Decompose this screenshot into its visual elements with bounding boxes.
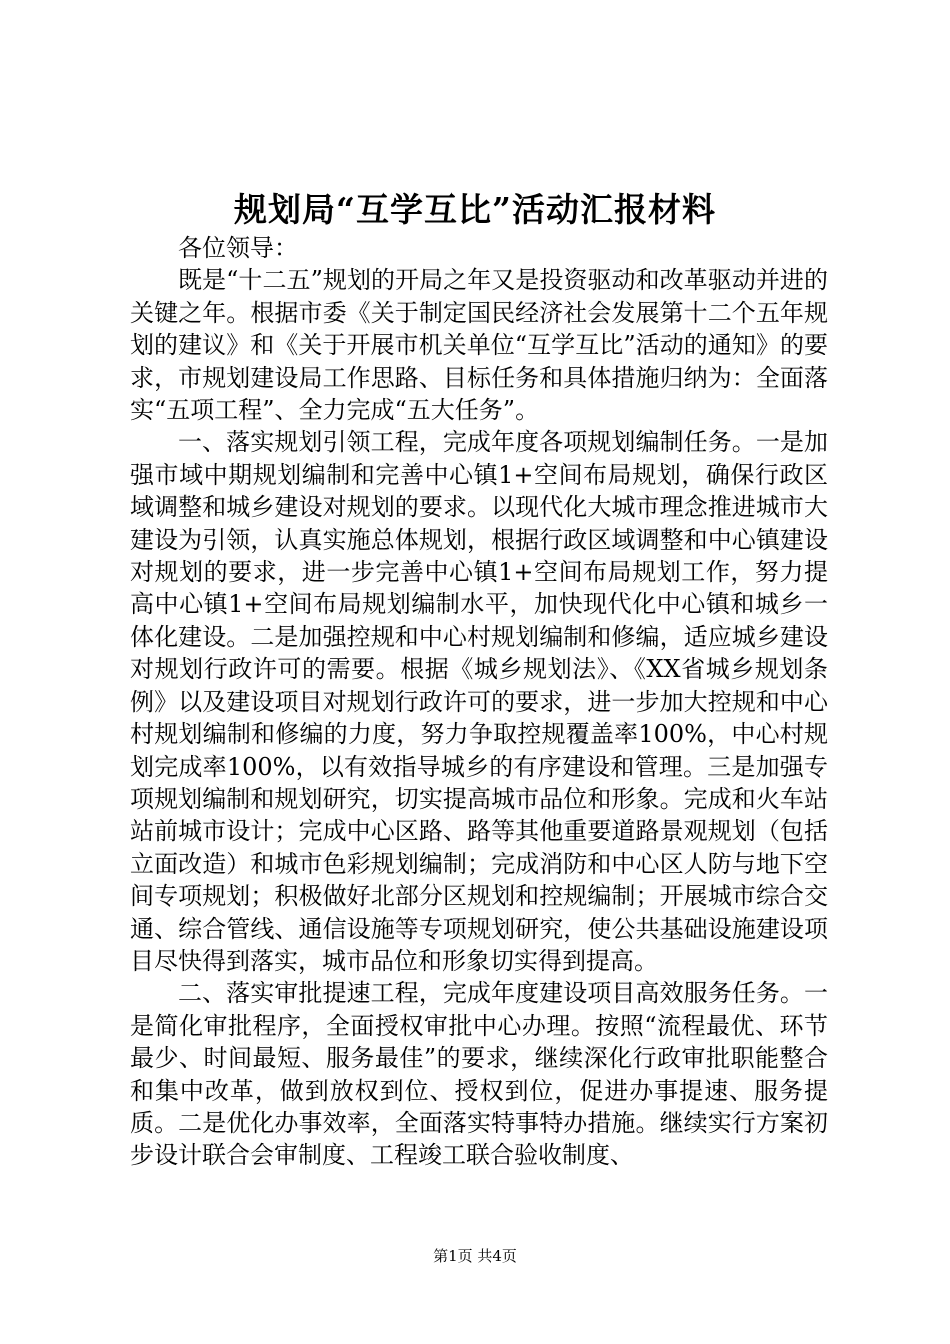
document-title: 规划局“互学互比”活动汇报材料 [234,190,716,229]
paragraph-section-2: 二、落实审批提速工程，完成年度建设项目高效服务任务。一是简化审批程序，全面授权审批中心办理。按照“流程最优、环节最少、时间最短、服务最佳”的要求，继续深化行政审批职能整合和集中改革，做到放权到位、授权到位，促进办事提速、服务提质。二是优化办事效率，全面落实特事特办措施。继续实行方案初步设计联合会审制度、工程竣工联合验收制度、 [130,979,828,1170]
paragraph-intro: 既是“十二五”规划的开局之年又是投资驱动和改革驱动并进的关键之年。根据市委《关于制定国民经济社会发展第十二个五年规划的建议》和《关于开展市机关单位“互学互比”活动的通知》的要求，市规划建设局工作思路、目标任务和具体措施归纳为：全面落实“五项工程”、全力完成“五大任务”。 [130,266,828,425]
page-footer: 第1页 共4页 [433,1247,517,1265]
document-body [130,232,828,1172]
paragraph-section-1: 一、落实规划引领工程，完成年度各项规划编制任务。一是加强市域中期规划编制和完善中心镇1+空间布局规划，确保行政区域调整和城乡建设对规划的要求。以现代化大城市理念推进城市大建设为引领，认真实施总体规划，根据行政区域调整和中心镇建设对规划的要求，进一步完善中心镇1+空间布局规划工作，努力提高中心镇1+空间布局规划编制水平，加快现代化中心镇和城乡一体化建设。二是加强控规和中心村规划编制和修编，适应城乡建设对规划行政许可的需要。根据《城乡规划法》、《XX省城乡规划条例》以及建设项目对规划行政许可的要求，进一步加大控规和中心村规划编制和修编的力度，努力争取控规覆盖率100%，中心村规划完成率100%，以有效指导城乡的有序建设和管理。三是加强专项规划编制和规划研究，切实提高城市品位和形象。完成和火车站站前城市设计；完成中心区路、路等其他重要道路景观规划（包括立面改造）和城市色彩规划编制；完成消防和中心区人防与地下空间专项规划；积极做好北部分区规划和控规编制；开展城市综合交通、综合管线、通信设施等专项规划研究，使公共基础设施建设项目尽快得到落实，城市品位和形象切实得到提高。 [130,428,828,975]
salutation: 各位领导： [178,234,298,262]
